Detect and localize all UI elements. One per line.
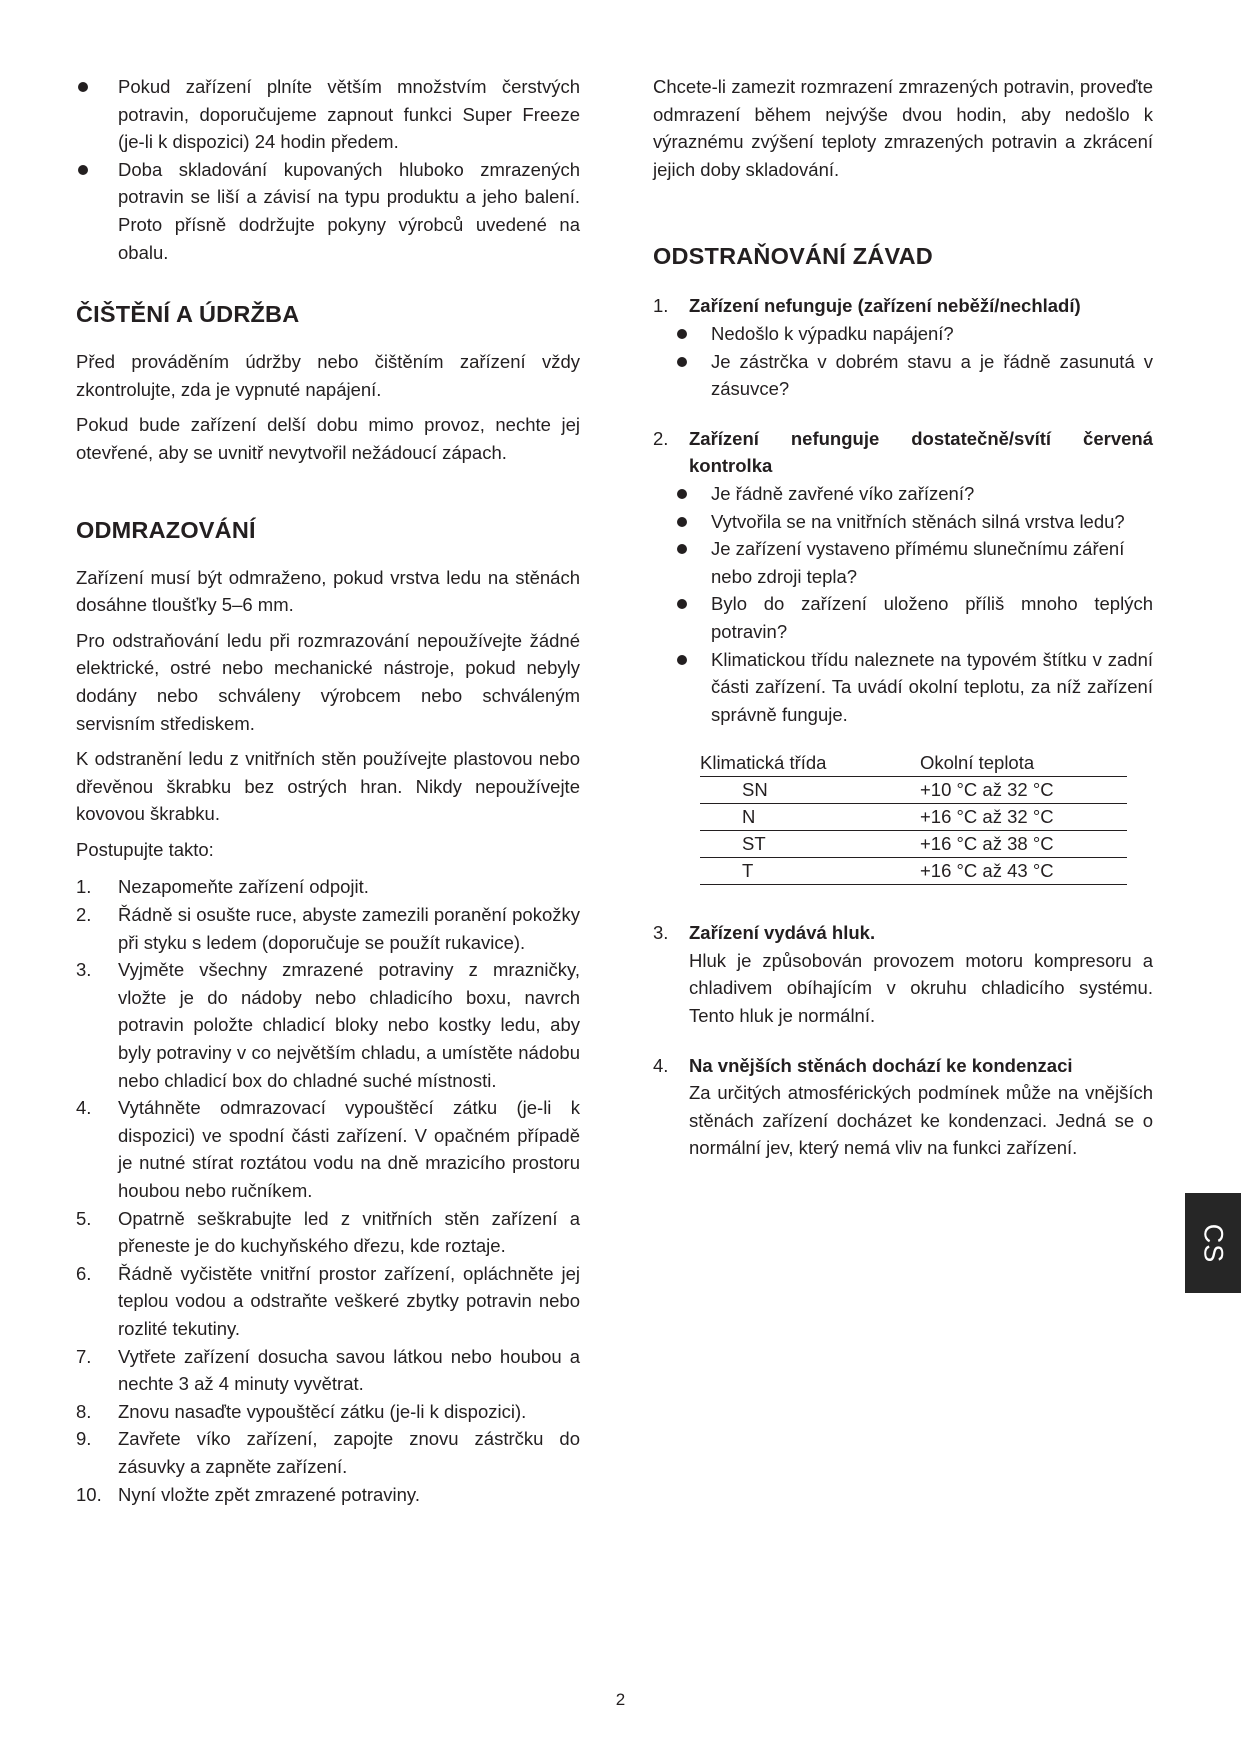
temperature-range-cell: +16 °C až 43 °C — [920, 858, 1127, 885]
page-number: 2 — [615, 1690, 626, 1709]
troubleshooting-title: Na vnějších stěnách dochází ke kondenzaci — [689, 1054, 1073, 1076]
climate-class-cell: ST — [700, 831, 920, 858]
defrosting-heading: ODMRAZOVÁNÍ — [76, 516, 256, 543]
cleaning-paragraph: Před prováděním údržby nebo čištěním zařízení vždy zkontrolujte, zda je vypnuté napájení. — [76, 351, 580, 400]
troubleshooting-item: 3. Zařízení vydává hluk. Hluk je způsobován provozem motoru kompresoru a chladivem obíhajícím v okruhu chladicího systému. Tento hluk je normální. — [653, 919, 1153, 1029]
table-row — [700, 804, 1127, 831]
troubleshooting-title: Zařízení nefunguje (zařízení neběží/nechladí) — [689, 295, 1081, 317]
cleaning-heading: ČIŠTĚNÍ A ÚDRŽBA — [76, 301, 300, 328]
climate-class-cell: T — [700, 858, 920, 885]
troubleshooting-title: Zařízení nefunguje dostatečně/svítí červená kontrolka — [689, 427, 1153, 477]
temperature-range-cell: +16 °C až 38 °C — [920, 831, 1127, 858]
defrost-step: 1. Nezapomeňte zařízení odpojit. — [76, 876, 369, 898]
table-header-row — [700, 750, 1127, 777]
defrost-time-paragraph: Chcete-li zamezit rozmrazení zmrazených potravin, proveďte odmrazení během nejvýše dvou hodin, aby nedošlo k výraznému zvýšení teploty zmrazených potravin a zkrácení jejich doby skladování. — [653, 76, 1153, 180]
bullet-icon — [677, 655, 687, 665]
troubleshooting-text: Za určitých atmosférických podmínek může na vnějších stěnách zařízení docházet ke kondenzaci. Jedná se o normální jev, který nemá vliv na funkci zařízení. — [689, 1082, 1153, 1159]
right-column — [653, 73, 1153, 1162]
climate-class-table — [700, 750, 1127, 885]
troubleshooting-heading: ODSTRAŇOVÁNÍ ZÁVAD — [653, 243, 933, 270]
defrosting-paragraph: K odstranění ledu z vnitřních stěn používejte plastovou nebo dřevěnou škrabku bez ostrých hran. Nikdy nepoužívejte kovovou škrabku. — [76, 748, 580, 825]
climate-class-cell: SN — [700, 777, 920, 804]
troubleshooting-bullet: Vytvořila se na vnitřních stěnách silná vrstva ledu? — [689, 508, 1153, 536]
defrosting-paragraph: Pro odstraňování ledu při rozmrazování nepoužívejte žádné elektrické, ostré nebo mechanické nástroje, pokud nebyly dodány nebo schváleny výrobcem nebo schváleným servisním střediskem. — [76, 629, 580, 734]
troubleshooting-bullet: Je řádně zavřené víko zařízení? — [689, 480, 1153, 508]
bullet-icon — [677, 599, 687, 609]
language-tab — [1185, 1193, 1241, 1293]
defrost-step: 5. Opatrně seškrabujte led z vnitřních stěn zařízení a přeneste je do kuchyňského dřezu, kde roztaje. — [76, 1207, 580, 1257]
troubleshooting-item: 2. Zařízení nefunguje dostatečně/svítí červená kontrolka Je řádně zavřené víko zařízení? Vytvořila se na vnitřních stěnách silná vrstva ledu? Je zařízení vystaveno přímému slunečnímu záření nebo zdroji tepla? Bylo do zařízení uloženo příliš mnoho teplých potravin? Klimatickou třídu naleznete na typovém štítku v zadní části zařízení. Ta uvádí okolní teplotu, za níž zařízení správně funguje. — [653, 425, 1153, 729]
troubleshooting-bullet: Nedošlo k výpadku napájení? — [689, 320, 1153, 348]
defrost-step: 7. Vytřete zařízení dosucha savou látkou nebo houbou a nechte 3 až 4 minuty vyvětrat. — [76, 1345, 580, 1395]
intro-bullet: Doba skladování kupovaných hluboko zmrazených potravin se liší a závisí na typu produktu a jeho balení. Proto přísně dodržujte pokyny výrobců uvedené na obalu. — [76, 156, 580, 266]
defrost-steps-list — [76, 873, 580, 1508]
defrost-step: 9. Zavřete víko zařízení, zapojte znovu zástrčku do zásuvky a zapněte zařízení. — [76, 1428, 580, 1477]
table-header-cell: Okolní teplota — [920, 750, 1127, 777]
temperature-range-cell: +10 °C až 32 °C — [920, 777, 1127, 804]
bullet-icon — [677, 329, 687, 339]
defrosting-paragraph: Zařízení musí být odmraženo, pokud vrstva ledu na stěnách dosáhne tloušťky 5–6 mm. — [76, 566, 580, 616]
cleaning-paragraph: Pokud bude zařízení delší dobu mimo provoz, nechte jej otevřené, aby se uvnitř nevytvořil nežádoucí zápach. — [76, 414, 580, 463]
bullet-icon — [78, 82, 88, 92]
defrost-step: 6. Řádně vyčistěte vnitřní prostor zařízení, opláchněte jej teplou vodou a odstraňte veškeré zbytky potravin nebo rozlité tekutiny. — [76, 1262, 580, 1339]
defrost-step: 10. Nyní vložte zpět zmrazené potraviny. — [76, 1483, 420, 1505]
troubleshooting-bullet: Je zařízení vystaveno přímému slunečnímu záření nebo zdroji tepla? — [689, 535, 1153, 590]
table-row — [700, 831, 1127, 858]
left-column — [76, 73, 580, 1508]
table-row — [700, 777, 1127, 804]
troubleshooting-item: 1. Zařízení nefunguje (zařízení neběží/nechladí) Nedošlo k výpadku napájení? Je zástrčka v dobrém stavu a je řádně zasunutá v zásuvce? — [653, 292, 1153, 402]
defrost-step: 4. Vytáhněte odmrazovací vypouštěcí zátku (je-li k dispozici) ve spodní části zařízení. V opačném případě je nutné stírat roztátou vodu na dně mrazicího prostoru houbou nebo ručníkem. — [76, 1097, 580, 1201]
defrost-step: 3. Vyjměte všechny zmrazené potraviny z mrazničky, vložte je do nádoby nebo chladicího boxu, navrch potravin položte chladicí bloky nebo kostky ledu, aby byly potraviny v co největším chladu, a umístěte nádobu nebo chladicí box do chladné suché místnosti. — [76, 959, 580, 1091]
troubleshooting-title: Zařízení vydává hluk. — [689, 922, 876, 944]
bullet-icon — [677, 357, 687, 367]
troubleshooting-text: Hluk je způsobován provozem motoru kompresoru a chladivem obíhajícím v okruhu chladicího systému. Tento hluk je normální. — [689, 949, 1153, 1027]
troubleshooting-bullet: Klimatickou třídu naleznete na typovém štítku v zadní části zařízení. Ta uvádí okolní teplotu, za níž zařízení správně funguje. — [689, 646, 1153, 729]
troubleshooting-bullet: Bylo do zařízení uloženo příliš mnoho teplých potravin? — [689, 590, 1153, 645]
table-header-cell: Klimatická třída — [700, 750, 920, 777]
bullet-icon — [78, 165, 88, 175]
bullet-icon — [677, 544, 687, 554]
bullet-icon — [677, 517, 687, 527]
temperature-range-cell: +16 °C až 32 °C — [920, 804, 1127, 831]
troubleshooting-item: 4. Na vnějších stěnách dochází ke kondenzaci Za určitých atmosférických podmínek může na vnějších stěnách zařízení docházet ke kondenzaci. Jedná se o normální jev, který nemá vliv na funkci zařízení. — [653, 1052, 1153, 1162]
procedure-intro: Postupujte takto: — [76, 838, 214, 860]
bullet-icon — [677, 489, 687, 499]
troubleshooting-bullet: Je zástrčka v dobrém stavu a je řádně zasunutá v zásuvce? — [689, 348, 1153, 403]
defrost-step: 8. Znovu nasaďte vypouštěcí zátku (je-li k dispozici). — [76, 1400, 527, 1422]
language-code: CS — [1198, 1223, 1229, 1263]
table-row — [700, 858, 1127, 885]
intro-bullet: Pokud zařízení plníte větším množstvím čerstvých potravin, doporučujeme zapnout funkci Super Freeze (je-li k dispozici) 24 hodin předem. — [76, 73, 580, 156]
climate-class-cell: N — [700, 804, 920, 831]
defrost-step: 2. Řádně si osušte ruce, abyste zamezili poranění pokožky při styku s ledem (doporučuje se použít rukavice). — [76, 904, 580, 953]
